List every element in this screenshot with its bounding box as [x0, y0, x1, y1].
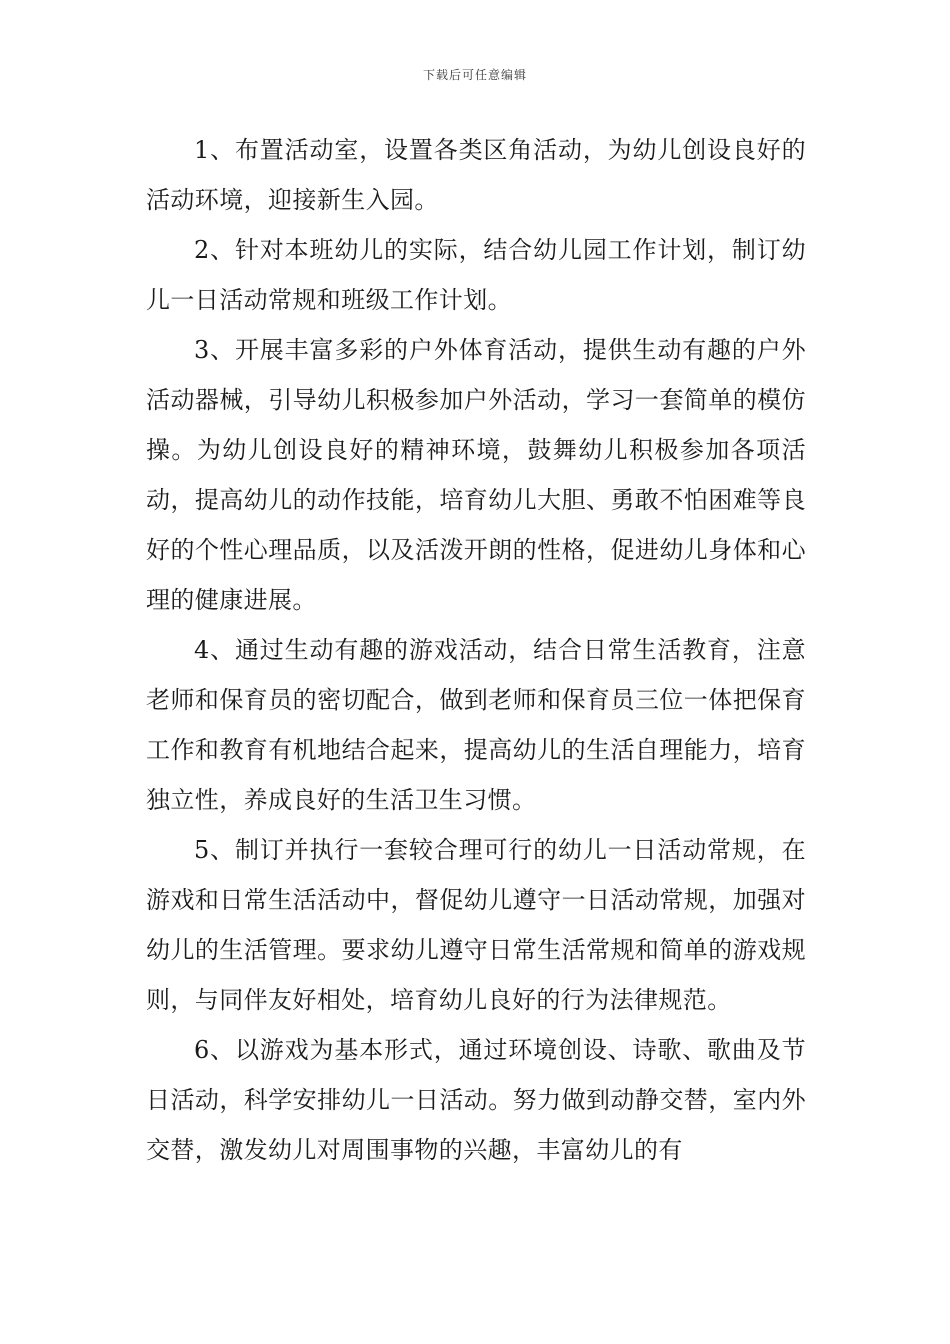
paragraph-5: 5、制订并执行一套较合理可行的幼儿一日活动常规，在游戏和日常生活活动中，督促幼儿遵守一日活动常规，加强对幼儿的生活管理。要求幼儿遵守日常生活常规和简单的游戏规则，与同伴友好相处，培育幼儿良好的行为法律规范。 [146, 836, 806, 1014]
paragraph-4: 4、通过生动有趣的游戏活动，结合日常生活教育，注意老师和保育员的密切配合，做到老师和保育员三位一体把保育工作和教育有机地结合起来，提高幼儿的生活自理能力，培育独立性，养成良好的生活卫生习惯。 [146, 636, 806, 814]
page-header: 下载后可任意编辑 [422, 68, 527, 82]
paragraph-6: 6、以游戏为基本形式，通过环境创设、诗歌、歌曲及节日活动，科学安排幼儿一日活动。努力做到动静交替，室内外交替，激发幼儿对周围事物的兴趣，丰富幼儿的有 [146, 1036, 806, 1164]
paragraph-2: 2、针对本班幼儿的实际，结合幼儿园工作计划，制订幼儿一日活动常规和班级工作计划。 [146, 236, 806, 314]
paragraph-3: 3、开展丰富多彩的户外体育活动，提供生动有趣的户外活动器械，引导幼儿积极参加户外活动，学习一套简单的模仿操。为幼儿创设良好的精神环境，鼓舞幼儿积极参加各项活动，提高幼儿的动作技能，培育幼儿大胆、勇敢不怕困难等良好的个性心理品质，以及活泼开朗的性格，促进幼儿身体和心理的健康进展。 [146, 336, 806, 614]
paragraph-1: 1、布置活动室，设置各类区角活动，为幼儿创设良好的活动环境，迎接新生入园。 [146, 136, 806, 214]
document-body [146, 125, 806, 1175]
